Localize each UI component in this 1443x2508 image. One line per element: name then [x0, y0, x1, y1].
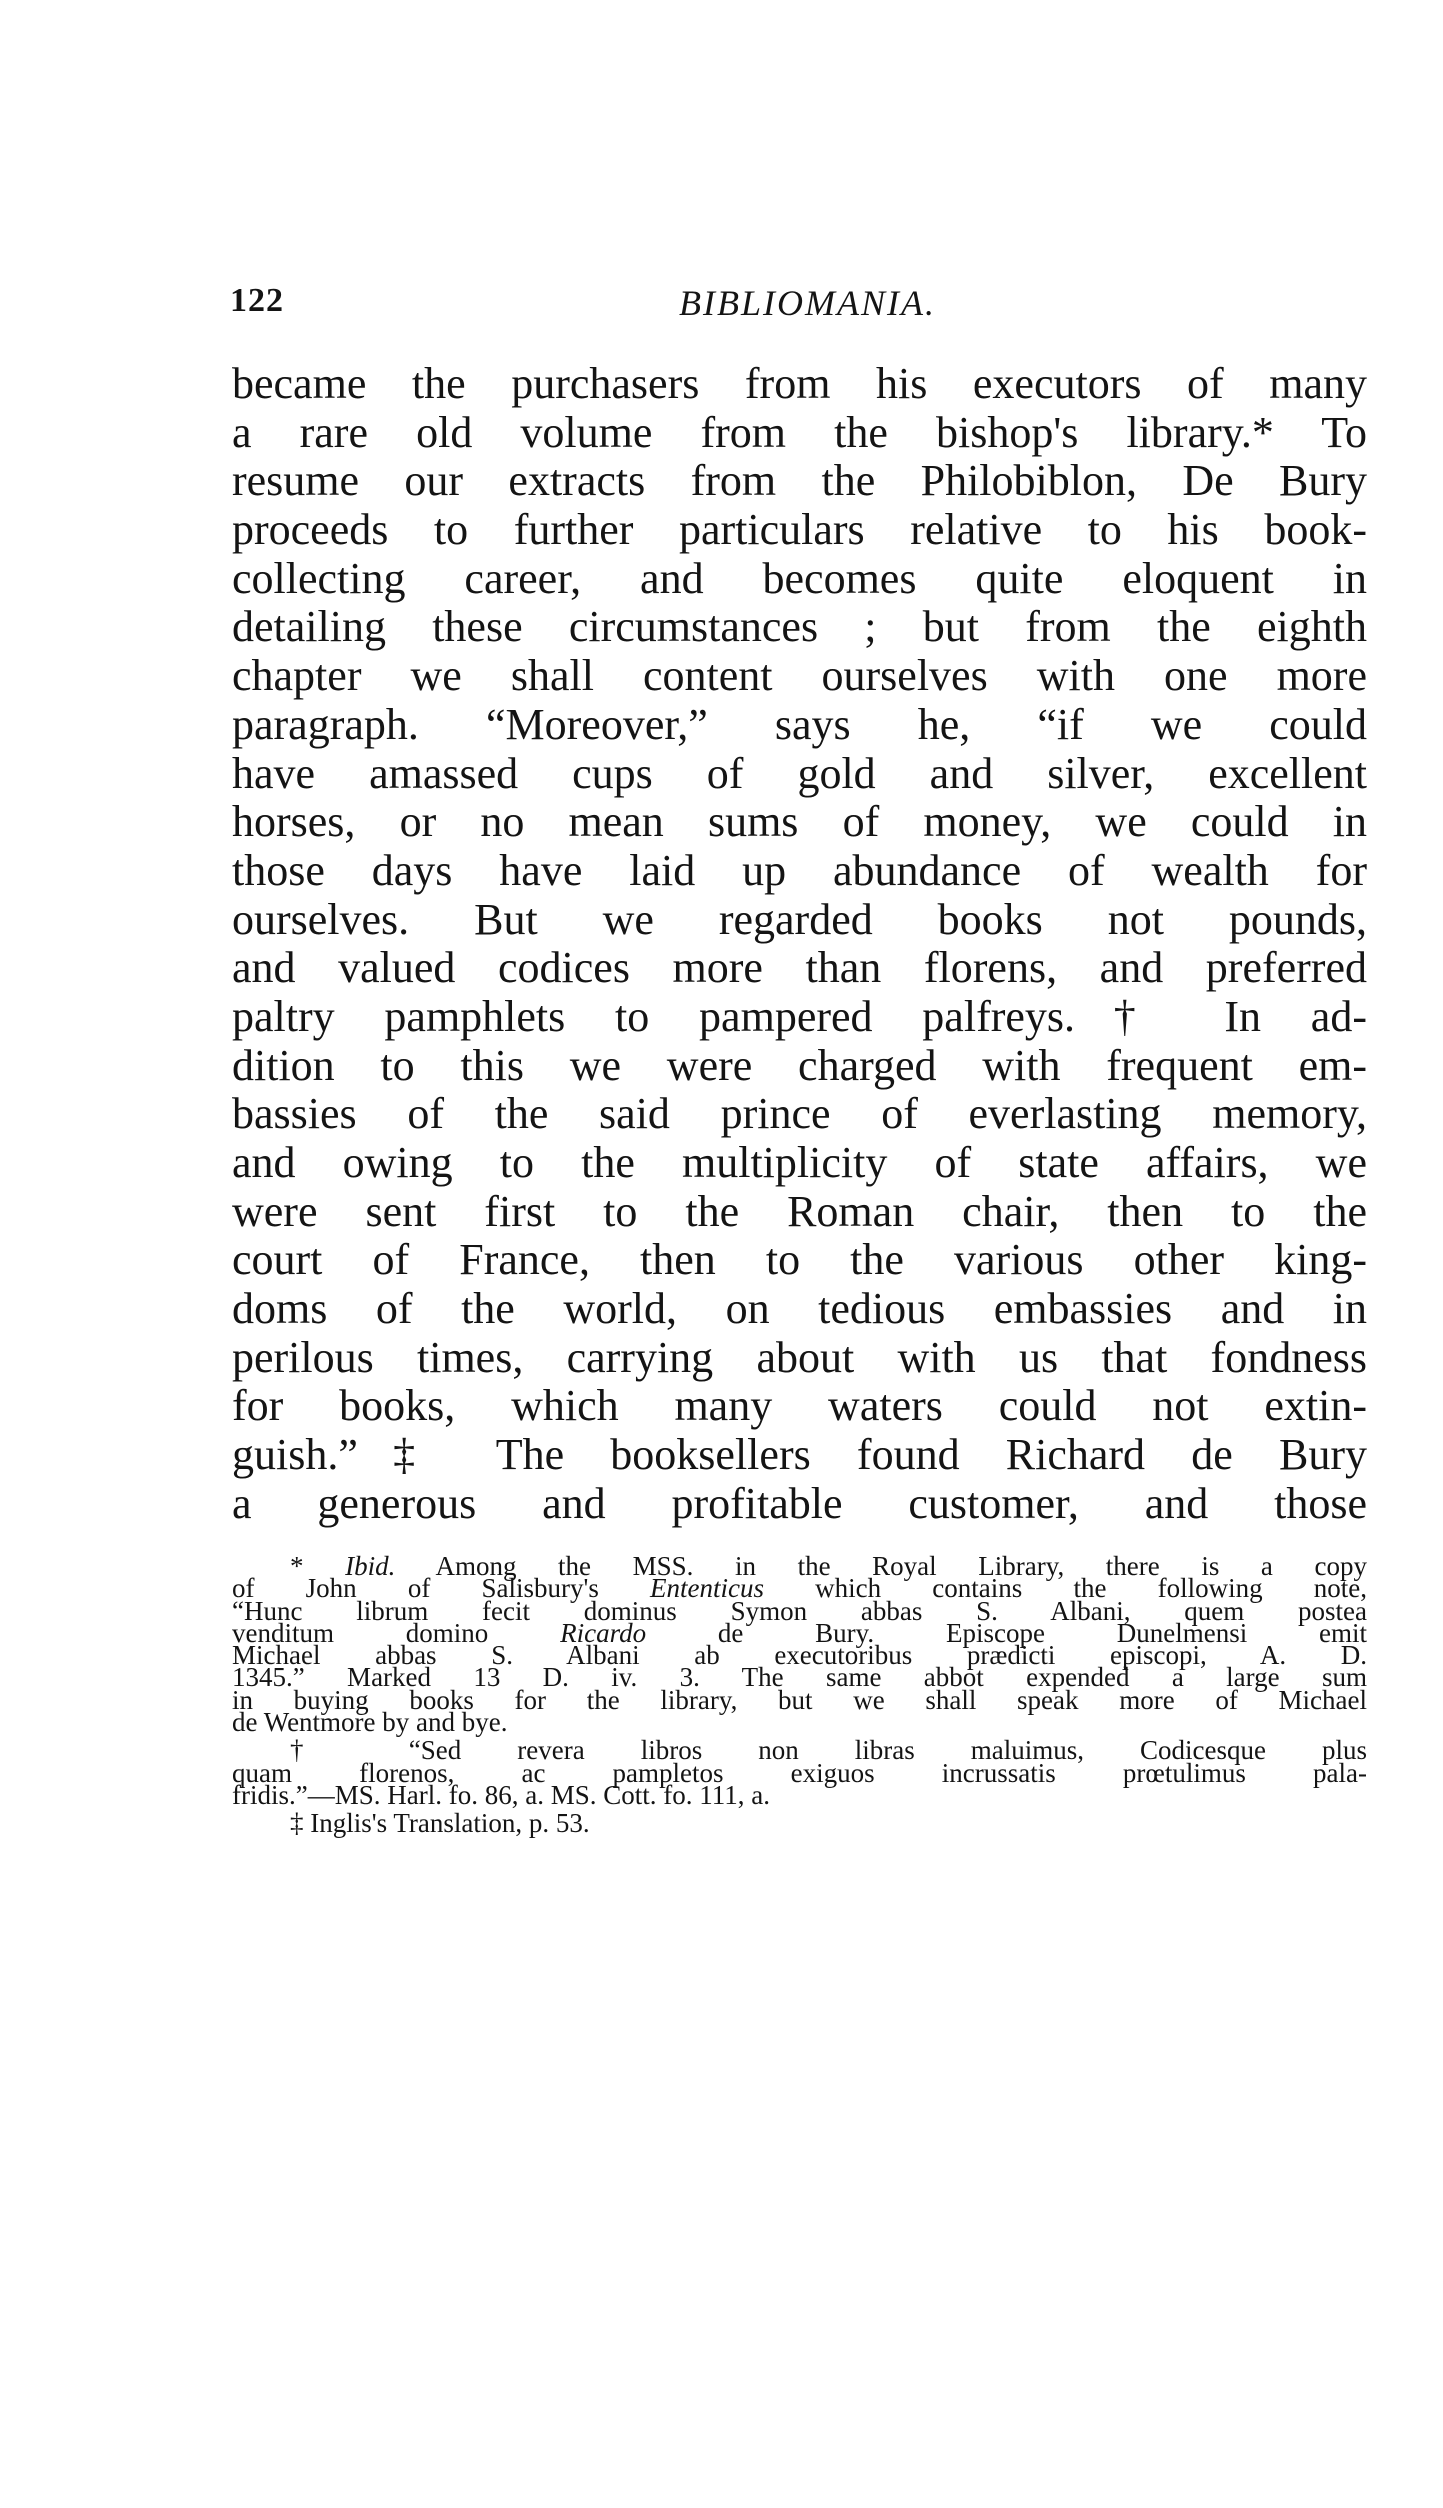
body-line: for books, which many waters could not extin- [232, 1381, 1367, 1431]
body-line: and owing to the multiplicity of state affairs, we [232, 1138, 1367, 1187]
footnote-double-dagger [232, 1808, 1367, 1839]
body-line: proceeds to further particulars relative to his book- [232, 505, 1367, 555]
body-line: ourselves. But we regarded books not pounds, [232, 894, 1367, 944]
footnote-italic: Ricardo [560, 1617, 647, 1648]
footnote-line: ‡ Inglis's Translation, p. 53. [290, 1808, 590, 1839]
footnote-line: † “Sed revera libros non libras maluimus, Codicesque plus [290, 1735, 1367, 1766]
footnote-text: of John of Salisbury's [232, 1573, 651, 1604]
body-line: court of France, then to the various other king- [232, 1235, 1367, 1285]
page-number: 122 [230, 282, 284, 319]
body-line: resume our extracts from the Philobiblon, De Bury [232, 456, 1367, 506]
body-text [232, 360, 1367, 1529]
body-line: paragraph. “Moreover,” says he, “if we could [232, 699, 1367, 749]
body-line: bassies of the said prince of everlasting memory, [232, 1089, 1367, 1139]
footnote-text: “Hunc librum fecit dominus Symon abbas S. Albani, quem postea [232, 1595, 1367, 1626]
footnote-text: * [290, 1551, 346, 1581]
footnote-text: which contains the following note, [764, 1573, 1367, 1604]
body-line: have amassed cups of gold and silver, excellent [232, 748, 1367, 798]
footnote-text: venditum domino [232, 1617, 561, 1648]
footnote-text: in buying books for the library, but we shall speak more of Michael [232, 1684, 1367, 1715]
body-line: chapter we shall content ourselves with one more [232, 651, 1367, 701]
footnote-text: de Wentmore by and bye. [232, 1707, 508, 1738]
footnote-line: fridis.”—MS. Harl. fo. 86, a. MS. Cott. fo. 111, a. [232, 1779, 770, 1810]
footnote-line: quam florenos, ac pampletos exiguos incrussatis prœtulimus pala- [232, 1757, 1367, 1788]
body-line: paltry pamphlets to pampered palfreys.† In ad- [232, 991, 1367, 1041]
body-line: horses, or no mean sums of money, we could in [232, 797, 1367, 847]
body-line: doms of the world, on tedious embassies and in [232, 1284, 1367, 1334]
footnote-text: Michael abbas S. Albani ab executoribus prædicti episcopi, A. D. [232, 1640, 1367, 1671]
body-line: a generous and profitable customer, and those [232, 1478, 1367, 1528]
body-line: dition to this we were charged with frequent em- [232, 1040, 1367, 1090]
footnotes [232, 1551, 1367, 1839]
footnote-text: de Bury. Episcope Dunelmensi emit [646, 1617, 1367, 1648]
footnote-dagger [232, 1735, 1367, 1810]
body-line: and valued codices more than florens, and preferred [232, 943, 1367, 993]
footnote-italic: Ibid. [345, 1551, 396, 1581]
body-line: were sent first to the Roman chair, then to the [232, 1186, 1367, 1236]
body-line: those days have laid up abundance of wealth for [232, 845, 1367, 895]
footnote-italic: Ententicus [650, 1573, 764, 1604]
body-line: a rare old volume from the bishop's library.* To [232, 407, 1367, 457]
footnote-text: Among the MSS. in the Royal Library, there is a copy [395, 1551, 1367, 1581]
body-line: collecting career, and becomes quite eloquent in [232, 553, 1367, 603]
footnote-text: 1345.” Marked 13 D. iv. 3. The same abbot expended a large sum [232, 1662, 1367, 1693]
page-header [230, 282, 1365, 332]
body-line: became the purchasers from his executors of many [232, 359, 1367, 408]
body-line: guish.”‡ The booksellers found Richard de Bury [232, 1430, 1367, 1480]
body-line: detailing these circumstances ; but from the eighth [232, 602, 1367, 652]
footnote-star [232, 1551, 1367, 1738]
running-title: BIBLIOMANIA. [679, 283, 936, 323]
body-line: perilous times, carrying about with us that fondness [232, 1332, 1367, 1382]
